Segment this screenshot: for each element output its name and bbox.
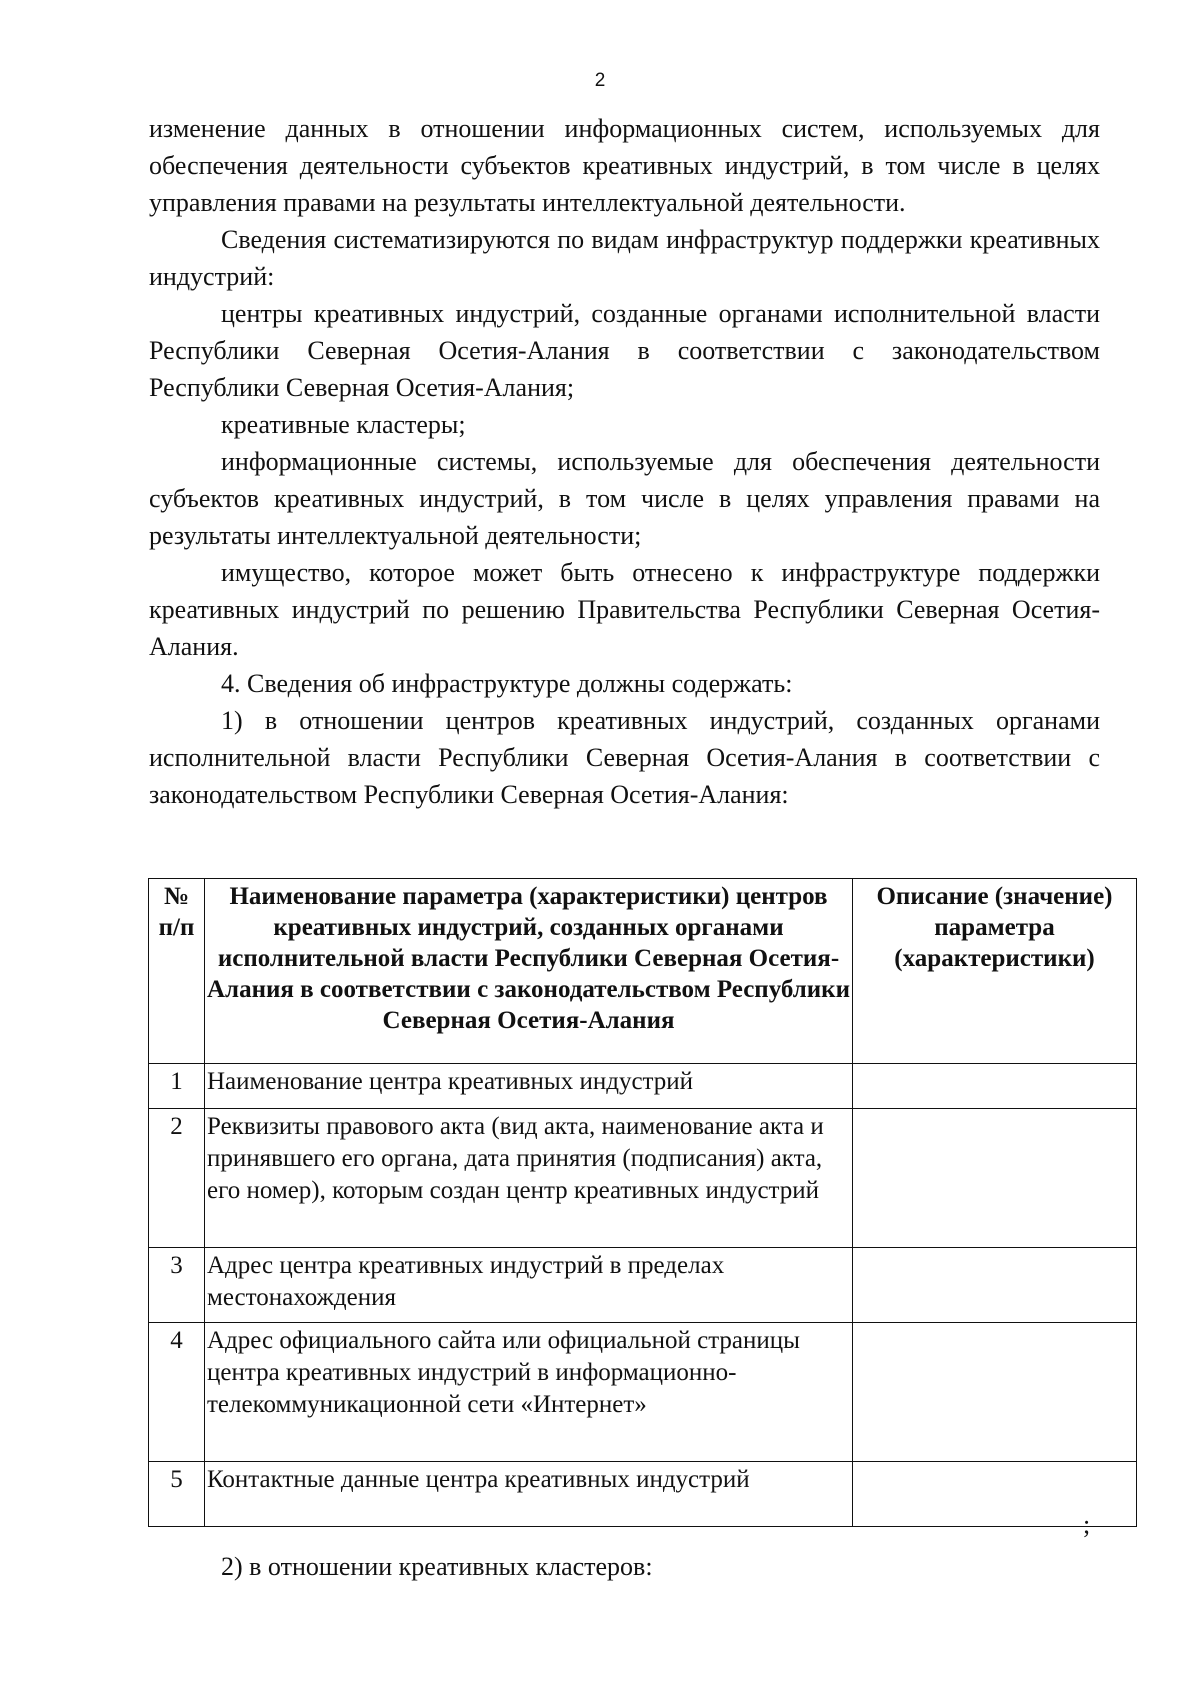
- paragraph-centers: центры креативных индустрий, созданные органами исполнительной власти Республики Северная Осетия-Алания в соответствии с законодательством Республики Северная Осетия-Алания;: [149, 299, 1100, 402]
- header-value: Описание (значение) параметра (характеристики): [853, 879, 1137, 1064]
- page-number: 2: [594, 70, 606, 91]
- paragraph-section-4: 4. Сведения об инфраструктуре должны содержать:: [221, 669, 793, 698]
- table-trailing-semicolon: ;: [1083, 1510, 1091, 1539]
- row-num: 4: [149, 1323, 205, 1462]
- row-value: [853, 1462, 1137, 1527]
- row-name: Наименование центра креативных индустрий: [205, 1064, 853, 1109]
- body-text: [149, 110, 1100, 813]
- table-row: [149, 1323, 1137, 1462]
- paragraph-clusters: креативные кластеры;: [221, 410, 466, 439]
- paragraph-item-1: 1) в отношении центров креативных индустрий, созданных органами исполнительной власти Республики Северная Осетия-Алания в соответствии с законодательством Республики Северная Осетия-Алания:: [149, 706, 1100, 809]
- table-row: [149, 1064, 1137, 1109]
- row-name: Адрес центра креативных индустрий в пределах местонахождения: [205, 1248, 853, 1323]
- paragraph-systematization: Сведения систематизируются по видам инфраструктур поддержки креативных индустрий:: [149, 225, 1100, 291]
- table-row: [149, 1109, 1137, 1248]
- row-num: 1: [149, 1064, 205, 1109]
- closing-item: 2) в отношении креативных кластеров:: [221, 1552, 653, 1581]
- row-num: 3: [149, 1248, 205, 1323]
- header-name: Наименование параметра (характеристики) центров креативных индустрий, созданных органами исполнительной власти Республики Северная Осетия-Алания в соответствии с законодательством Республики Северная Осетия-Алания: [205, 879, 853, 1064]
- header-num: № п/п: [149, 879, 205, 1064]
- paragraph-info-systems: информационные системы, используемые для обеспечения деятельности субъектов креативных индустрий, в том числе в целях управления правами на результаты интеллектуальной деятельности;: [149, 447, 1100, 550]
- table-row: [149, 1248, 1137, 1323]
- row-value: [853, 1248, 1137, 1323]
- table-header-row: [149, 879, 1137, 1064]
- row-name: Контактные данные центра креативных индустрий: [205, 1462, 853, 1527]
- row-value: [853, 1323, 1137, 1462]
- paragraph-continuation: изменение данных в отношении информационных систем, используемых для обеспечения деятельности субъектов креативных индустрий, в том числе в целях управления правами на результаты интеллектуальной деятельности.: [149, 114, 1100, 217]
- row-num: 5: [149, 1462, 205, 1527]
- row-num: 2: [149, 1109, 205, 1248]
- row-value: [853, 1109, 1137, 1248]
- row-name: Реквизиты правового акта (вид акта, наименование акта и принявшего его органа, дата принятия (подписания) акта, его номер), которым создан центр креативных индустрий: [205, 1109, 853, 1248]
- paragraph-property: имущество, которое может быть отнесено к инфраструктуре поддержки креативных индустрий по решению Правительства Республики Северная Осетия-Алания.: [149, 558, 1100, 661]
- parameter-table: [148, 878, 1137, 1527]
- row-value: [853, 1064, 1137, 1109]
- table-row: [149, 1462, 1137, 1527]
- row-name: Адрес официального сайта или официальной страницы центра креативных индустрий в информационно-телекоммуникационной сети «Интернет»: [205, 1323, 853, 1462]
